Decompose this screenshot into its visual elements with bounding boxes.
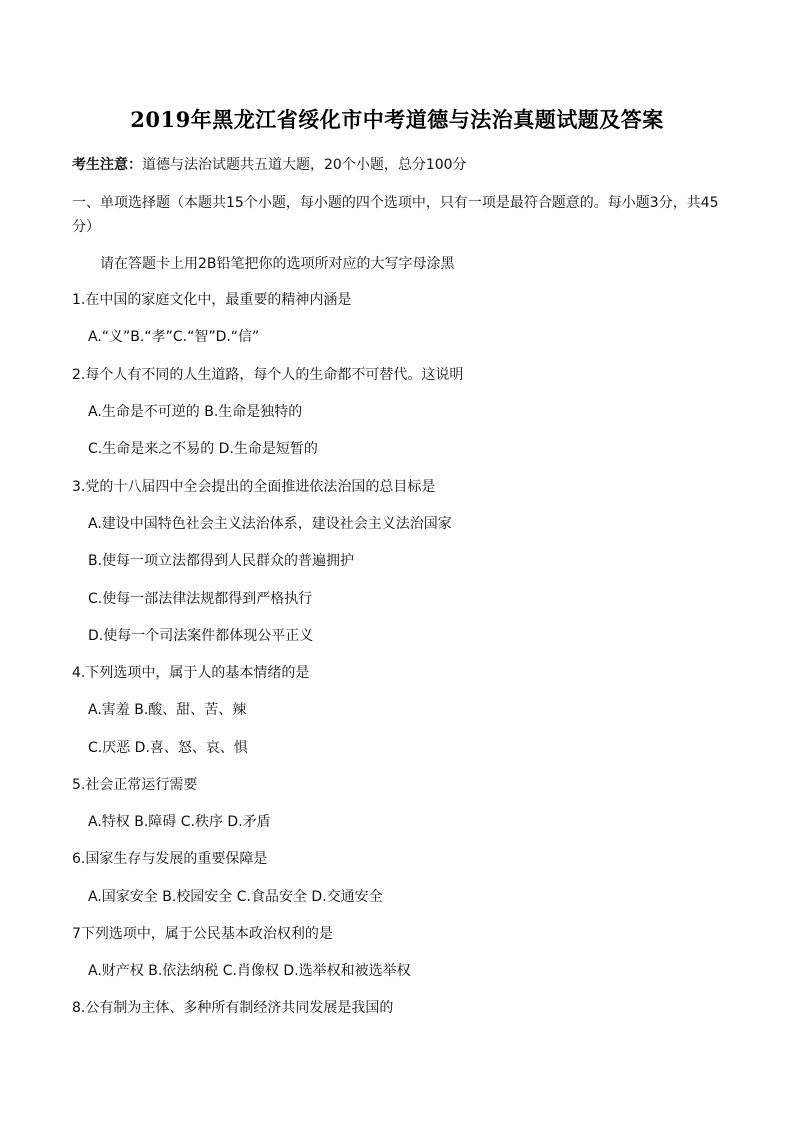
question-4: 4.下列选项中，属于人的基本情绪的是 <box>72 665 310 681</box>
section-heading: 一、单项选择题（本题共15个小题，每小题的四个选项中，只有一项是最符合题意的。每小题3分，共45分） <box>72 195 719 235</box>
question-3: 3.党的十八届四中全会提出的全面推进依法治国的总目标是 <box>72 479 436 495</box>
question-4-options-cd: C.厌恶 D.喜、怒、哀、惧 <box>88 740 248 756</box>
question-2-options-cd: C.生命是来之不易的 D.生命是短暂的 <box>88 441 318 457</box>
question-7: 7下列选项中，属于公民基本政治权利的是 <box>72 926 333 942</box>
section-instruction: 请在答题卡上用2B铅笔把你的选项所对应的大写字母涂黑 <box>100 256 455 272</box>
question-2: 2.每个人有不同的人生道路，每个人的生命都不可替代。这说明 <box>72 367 464 383</box>
question-3-option-d: D.使每一个司法案件都体现公平正义 <box>88 628 314 644</box>
question-8: 8.公有制为主体、多种所有制经济共同发展是我国的 <box>72 1000 394 1016</box>
question-3-option-a: A.建设中国特色社会主义法治体系，建设社会主义法治国家 <box>88 516 452 532</box>
question-5: 5.社会正常运行需要 <box>72 777 198 793</box>
question-1-options: A.“义”B.“孝”C.“智”D.“信” <box>88 329 260 345</box>
question-1: 1.在中国的家庭文化中，最重要的精神内涵是 <box>72 292 352 308</box>
page-title: 2019年黑龙江省绥化市中考道德与法治真题试题及答案 <box>130 107 664 132</box>
question-3-option-c: C.使每一部法律法规都得到严格执行 <box>88 591 313 607</box>
question-6-options: A.国家安全 B.校园安全 C.食品安全 D.交通安全 <box>88 889 383 905</box>
question-6: 6.国家生存与发展的重要保障是 <box>72 851 268 867</box>
question-7-options: A.财产权 B.依法纳税 C.肖像权 D.选举权和被选举权 <box>88 963 411 979</box>
question-2-options-ab: A.生命是不可逆的 B.生命是独特的 <box>88 404 303 420</box>
question-5-options: A.特权 B.障碍 C.秩序 D.矛盾 <box>88 814 271 830</box>
question-4-options-ab: A.害羞 B.酸、甜、苦、辣 <box>88 702 247 718</box>
notice-text: 道德与法治试题共五道大题，20个小题，总分100分 <box>142 157 467 173</box>
exam-notice <box>72 154 467 176</box>
question-3-option-b: B.使每一项立法都得到人民群众的普遍拥护 <box>88 553 355 569</box>
notice-label: 考生注意： <box>72 157 142 173</box>
